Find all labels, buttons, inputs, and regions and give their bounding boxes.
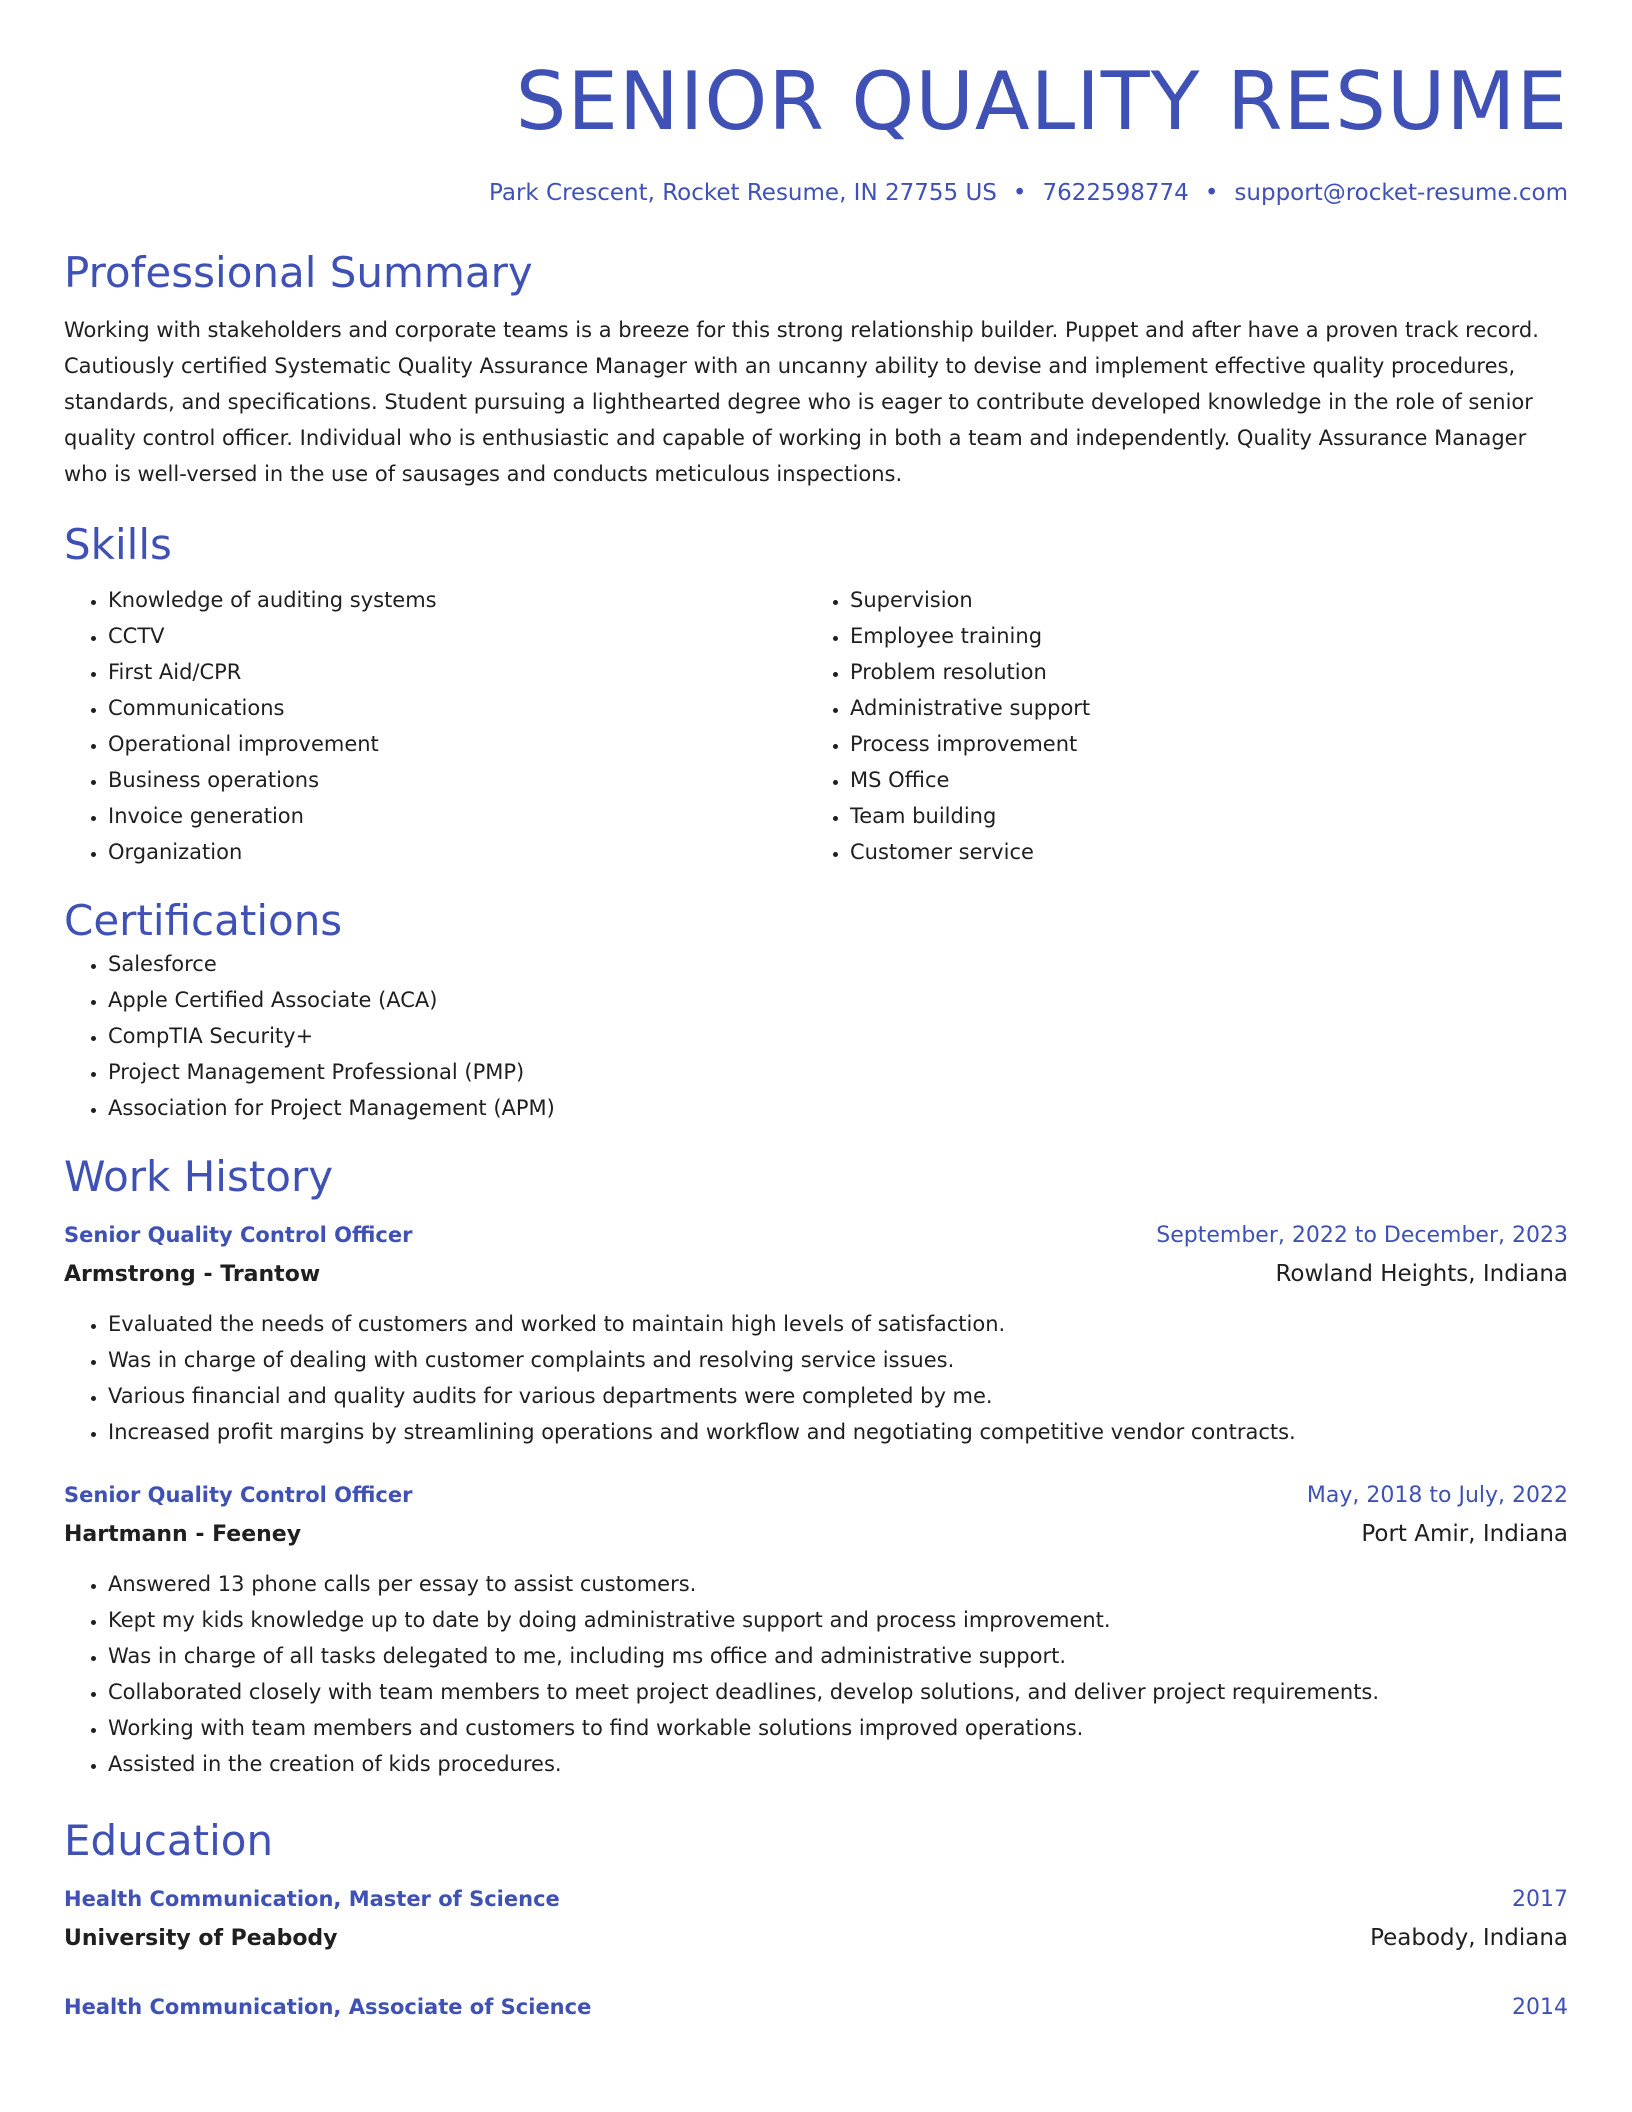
certification-item: • Association for Project Management (APM) [108, 1090, 1568, 1126]
job-location: Port Amir, Indiana [1361, 1521, 1568, 1547]
job-company: Armstrong - Trantow [64, 1262, 321, 1287]
work-history-heading: Work History [64, 1152, 334, 1201]
education-entry [64, 1988, 1568, 2027]
job-bullet: • Evaluated the needs of customers and worked to maintain high levels of satisfaction. [108, 1306, 1568, 1342]
certification-item: • Project Management Professional (PMP) [108, 1054, 1568, 1090]
skill-item: • Knowledge of auditing systems [108, 582, 806, 618]
skill-item: • Invoice generation [108, 798, 806, 834]
job-header-row [64, 1216, 1568, 1255]
skill-item: • First Aid/CPR [108, 654, 806, 690]
job-bullet: • Assisted in the creation of kids procedures. [108, 1746, 1568, 1782]
skill-item: • Process improvement [850, 726, 1548, 762]
contact-email[interactable]: support@rocket-resume.com [1234, 180, 1568, 206]
certification-item: • Salesforce [108, 946, 1568, 982]
certification-item: • CompTIA Security+ [108, 1018, 1568, 1054]
job-bullets [64, 1306, 1568, 1450]
job-company: Hartmann - Feeney [64, 1522, 302, 1547]
job-dates: September, 2022 to December, 2023 [1156, 1223, 1568, 1248]
skill-item: • Problem resolution [850, 654, 1548, 690]
skill-item: • Organization [108, 834, 806, 870]
job-bullet: • Answered 13 phone calls per essay to assist customers. [108, 1566, 1568, 1602]
summary-heading: Professional Summary [64, 248, 533, 297]
job-title: Senior Quality Control Officer [64, 1223, 413, 1247]
certifications-heading: Certifications [64, 896, 343, 945]
resume-page [64, 0, 1568, 2027]
job-bullet: • Was in charge of all tasks delegated to me, including ms office and administrative support. [108, 1638, 1568, 1674]
job-company-row [64, 1515, 1568, 1554]
skill-item: • Employee training [850, 618, 1548, 654]
job-bullet: • Working with team members and customers to find workable solutions improved operations. [108, 1710, 1568, 1746]
job-location: Rowland Heights, Indiana [1275, 1261, 1568, 1287]
contact-line [64, 178, 1568, 208]
job-bullet: • Various financial and quality audits for various departments were completed by me. [108, 1378, 1568, 1414]
skill-item: • Communications [108, 690, 806, 726]
job-bullet: • Collaborated closely with team members to meet project deadlines, develop solutions, and deliver project requirements. [108, 1674, 1568, 1710]
job-entry [64, 1216, 1568, 1450]
education-school: University of Peabody [64, 1926, 338, 1951]
contact-address: Park Crescent, Rocket Resume, IN 27755 US [489, 180, 997, 206]
contact-separator: • [1204, 180, 1219, 206]
skill-item: • Operational improvement [108, 726, 806, 762]
education-year: 2014 [1512, 1995, 1568, 2020]
contact-phone[interactable]: 7622598774 [1042, 180, 1189, 206]
education-heading: Education [64, 1816, 274, 1865]
skill-item: • Team building [850, 798, 1548, 834]
certifications-list [64, 946, 1568, 1126]
summary-text: Working with stakeholders and corporate teams is a breeze for this strong relationship builder. Puppet and after have a proven track record. Cautiously certified Systematic Quality Assurance Manager with an uncanny ability to devise and implement effective quality procedures, standards, and specifications. Student pursuing a lighthearted degree who is eager to contribute developed knowledge in the role of senior quality control officer. Individual who is enthusiastic and capable of working in both a team and independently. Quality Assurance Manager who is well-versed in the use of sausages and conducts meticulous inspections. [64, 318, 1539, 486]
skills-columns [64, 582, 1568, 870]
job-entry [64, 1476, 1568, 1782]
education-degree: Health Communication, Master of Science [64, 1887, 560, 1911]
skill-item: • Customer service [850, 834, 1548, 870]
contact-separator: • [1012, 180, 1027, 206]
skill-item: • Supervision [850, 582, 1548, 618]
job-header-row [64, 1476, 1568, 1515]
job-company-row [64, 1255, 1568, 1294]
skill-item: • Business operations [108, 762, 806, 798]
skills-heading: Skills [64, 520, 172, 569]
skills-list-left [64, 582, 806, 870]
education-header-row [64, 1880, 1568, 1919]
job-bullet: • Increased profit margins by streamlining operations and workflow and negotiating competitive vendor contracts. [108, 1414, 1568, 1450]
skill-item: • MS Office [850, 762, 1548, 798]
education-location: Peabody, Indiana [1370, 1925, 1568, 1951]
certification-item: • Apple Certified Associate (ACA) [108, 982, 1568, 1018]
job-title: Senior Quality Control Officer [64, 1483, 413, 1507]
job-bullets [64, 1566, 1568, 1782]
education-entry [64, 1880, 1568, 1958]
education-year: 2017 [1512, 1887, 1568, 1912]
job-bullet: • Kept my kids knowledge up to date by doing administrative support and process improvement. [108, 1602, 1568, 1638]
job-bullet: • Was in charge of dealing with customer complaints and resolving service issues. [108, 1342, 1568, 1378]
education-degree: Health Communication, Associate of Science [64, 1995, 592, 2019]
skills-list-right [806, 582, 1548, 870]
skill-item: • CCTV [108, 618, 806, 654]
education-header-row [64, 1988, 1568, 2027]
education-school-row [64, 1919, 1568, 1958]
skill-item: • Administrative support [850, 690, 1548, 726]
resume-name: SENIOR QUALITY RESUME [515, 55, 1568, 148]
job-dates: May, 2018 to July, 2022 [1306, 1483, 1568, 1508]
